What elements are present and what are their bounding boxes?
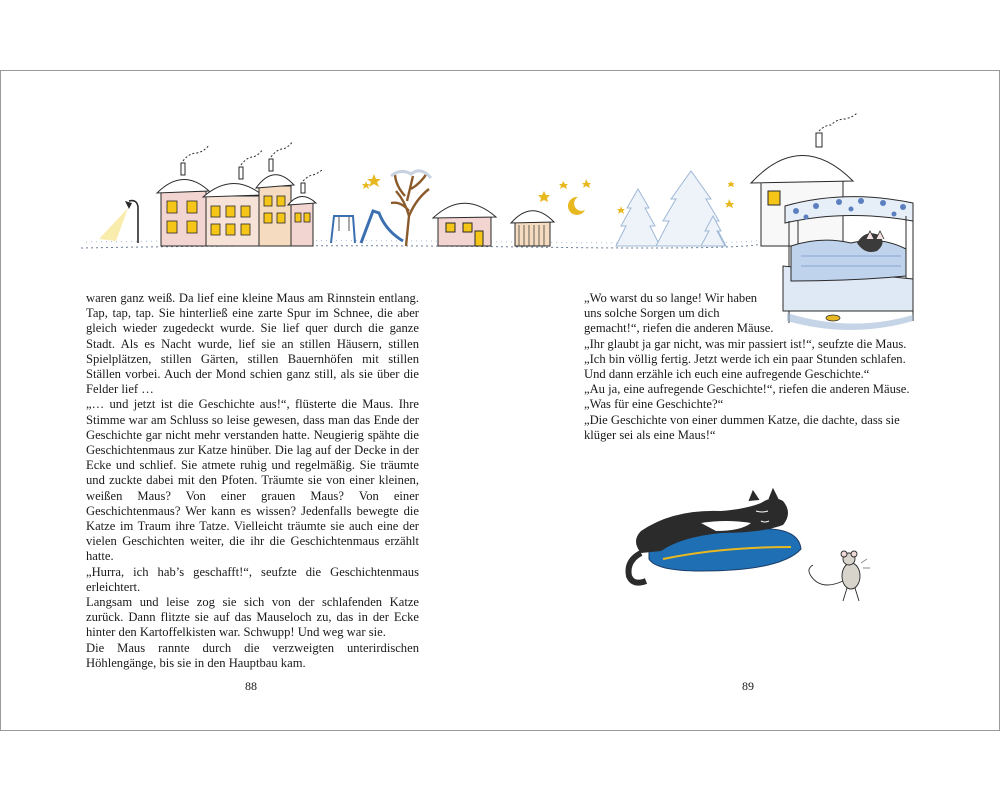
big-house-illustration	[751, 113, 857, 246]
right-paragraph-narrow: „Wo warst du so lange! Wir haben uns solche Sorgen um dich gemacht!“, riefen die anderen Mäuse.	[584, 291, 774, 336]
left-paragraph-5: Die Maus rannte durch die verzweigten unterirdischen Höhlengänge, bis sie in den Hauptbau kam.	[86, 640, 419, 670]
right-paragraph-1: „Ihr glaubt ja gar nicht, was mir passiert ist!“, seufzte die Maus.	[584, 336, 907, 351]
mouse-illustration	[809, 551, 870, 601]
middle-houses-illustration	[433, 203, 554, 246]
bare-tree-illustration	[391, 171, 431, 246]
right-paragraph-3: „Au ja, eine aufregende Geschichte!“, riefen die anderen Mäuse.	[584, 382, 910, 397]
right-page-text	[584, 291, 914, 443]
crescent-moon-icon	[568, 197, 585, 215]
left-paragraph-1: waren ganz weiß. Da lief eine kleine Maus am Rinnstein entlang. Tap, tap, tap. Sie hinterließ eine zarte Spur im Schnee, die aber gleich wieder zugedeckt wurde. Sie lief quer durch die ganze Stadt. Als es Nacht wurde, lief sie an stillen Häusern, stillen Spielplätzen, stillen Gärten, stillen Bauernhöfen mit stillen Ställen vorbei. Auch der Mond schien ganz still, als sie über die Felder lief …	[86, 291, 419, 397]
row-houses-illustration	[157, 141, 323, 246]
playground-illustration	[331, 211, 403, 243]
left-paragraph-4: Langsam und leise zog sie sich von der schlafenden Katze zurück. Dann flitzte sie auf das Mauseloch zu, das in der Ecke hinter den Kartoffelkisten war. Schwupp! Und weg war sie.	[86, 595, 419, 640]
book-spread	[0, 70, 1000, 731]
street-lamp-illustration	[99, 201, 138, 243]
cat-on-cushion-illustration	[629, 489, 802, 583]
right-paragraph-5: „Die Geschichte von einer dummen Katze, die dachte, dass sie klüger sei als eine Maus!“	[584, 412, 900, 442]
left-paragraph-3: „Hurra, ich hab’s geschafft!“, seufzte die Geschichtenmaus erleichtert.	[86, 564, 419, 594]
right-paragraph-4: „Was für eine Geschichte?“	[584, 397, 724, 412]
left-page-text	[86, 291, 419, 671]
right-paragraph-2: „Ich bin völlig fertig. Jetzt werde ich ein paar Stunden schlafen. Und dann erzähle ich euch eine aufregende Geschichte.“	[584, 351, 906, 382]
page-number-right: 89	[742, 679, 754, 693]
page-number-left: 88	[245, 679, 257, 693]
snowy-trees-illustration	[616, 171, 726, 246]
left-paragraph-2: „… und jetzt ist die Geschichte aus!“, flüsterte die Maus. Ihre Stimme war am Schluss so leise gewesen, dass man das Ende der Geschichte gar nicht mehr verstanden hatte. Neugierig spähte die Geschichtenmaus zur Katze hinüber. Die lag auf der Decke in der Ecke und schlief. Sie atmete ruhig und regelmäßig. Sie träumte und zuckte dabei mit den Pfoten. Träumte sie von einer kleinen, weißen Maus? Von einer grauen Maus? Von einer Geschichtenmaus? Wer kann es wissen? Jedenfalls bewegte die Katze im Traum ihre Tatze. Vielleicht träumte sie auch eine der vielen Geschichten weiter, die ihr die Geschichtenmaus erzählt hatte.	[86, 397, 419, 564]
